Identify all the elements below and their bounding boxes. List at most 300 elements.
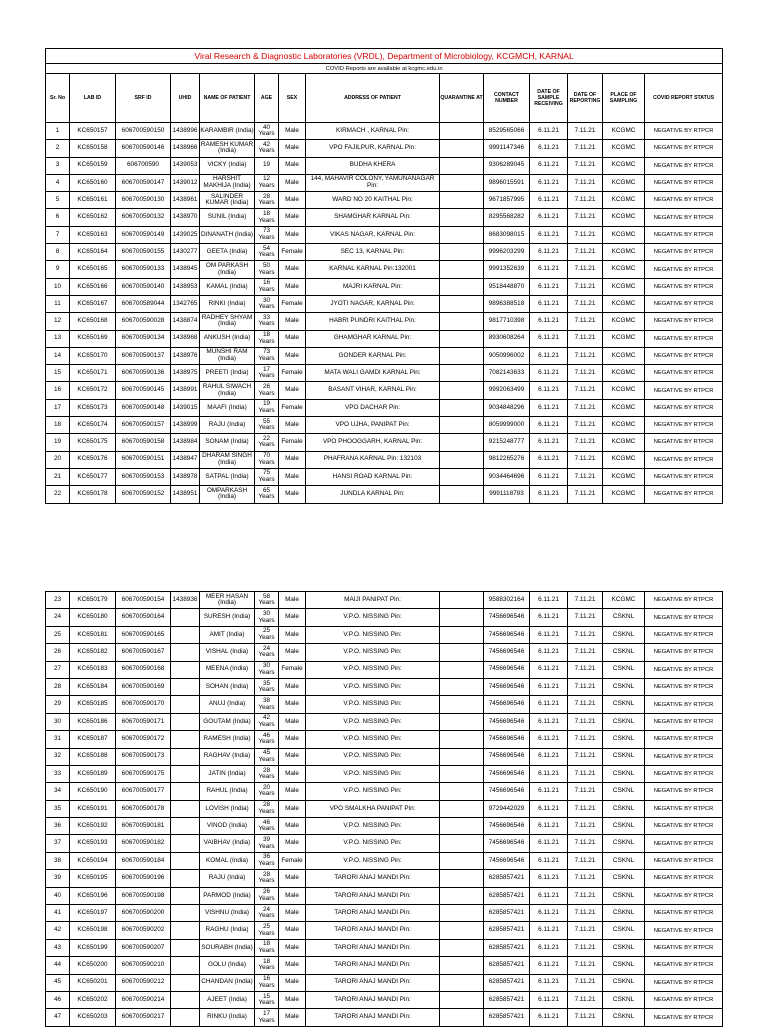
cell-address: VPO DACHAR Pin: bbox=[306, 399, 440, 416]
cell-date-reported: 7.11.21 bbox=[568, 261, 603, 278]
cell-patient-name: SURESH (India) bbox=[200, 609, 255, 626]
cell-contact: 7456696546 bbox=[484, 783, 530, 800]
cell-sex: Male bbox=[279, 313, 306, 330]
cell-lab-id: KC650199 bbox=[70, 939, 116, 956]
cell-quarantine bbox=[440, 486, 484, 503]
col-header-date-reported: DATE OF REPORTING bbox=[568, 74, 603, 123]
cell-srf-id: 606700590164 bbox=[116, 609, 171, 626]
cell-date-reported: 7.11.21 bbox=[568, 468, 603, 485]
cell-contact: 6285857421 bbox=[484, 870, 530, 887]
cell-place-sampling: KCGMC bbox=[603, 278, 645, 295]
cell-place-sampling: KCGMC bbox=[603, 347, 645, 364]
table-row bbox=[46, 609, 723, 626]
cell-lab-id: KC650203 bbox=[70, 1009, 116, 1026]
cell-srf-id: 606700590202 bbox=[116, 922, 171, 939]
cell-uhid bbox=[171, 991, 200, 1008]
cell-address: V.P.O. NISSING Pin: bbox=[306, 731, 440, 748]
cell-quarantine bbox=[440, 209, 484, 226]
cell-srf-id: 606700590137 bbox=[116, 347, 171, 364]
cell-place-sampling: KCGMC bbox=[603, 140, 645, 157]
cell-date-received: 6.11.21 bbox=[530, 783, 568, 800]
cell-sr-no: 35 bbox=[46, 800, 70, 817]
cell-srf-id: 606700590181 bbox=[116, 818, 171, 835]
cell-lab-id: KC650184 bbox=[70, 678, 116, 695]
cell-report-status: NEGATIVE BY RTPCR bbox=[645, 261, 723, 278]
cell-age: 39 Years bbox=[255, 835, 279, 852]
cell-srf-id: 606700590178 bbox=[116, 800, 171, 817]
cell-place-sampling: CSKNL bbox=[603, 957, 645, 974]
cell-age: 18 Years bbox=[255, 209, 279, 226]
cell-quarantine bbox=[440, 870, 484, 887]
cell-contact: 9671857995 bbox=[484, 192, 530, 209]
cell-address: V.P.O. NISSING Pin: bbox=[306, 713, 440, 730]
cell-date-received: 6.11.21 bbox=[530, 486, 568, 503]
cell-lab-id: KC650191 bbox=[70, 800, 116, 817]
cell-sex: Male bbox=[279, 713, 306, 730]
cell-contact: 6285857421 bbox=[484, 974, 530, 991]
cell-place-sampling: KCGMC bbox=[603, 226, 645, 243]
cell-date-received: 6.11.21 bbox=[530, 991, 568, 1008]
cell-uhid: 1438951 bbox=[171, 486, 200, 503]
cell-sex: Male bbox=[279, 765, 306, 782]
cell-patient-name: JATIN (India) bbox=[200, 765, 255, 782]
cell-uhid: 1439015 bbox=[171, 399, 200, 416]
cell-sr-no: 31 bbox=[46, 731, 70, 748]
cell-place-sampling: CSKNL bbox=[603, 661, 645, 678]
cell-place-sampling: CSKNL bbox=[603, 905, 645, 922]
cell-address: BASANT VIHAR, KARNAL Pin: bbox=[306, 382, 440, 399]
cell-report-status: NEGATIVE BY RTPCR bbox=[645, 592, 723, 609]
cell-address: TARORI ANAJ MANDI Pin: bbox=[306, 974, 440, 991]
cell-sex: Male bbox=[279, 696, 306, 713]
cell-srf-id: 606700590134 bbox=[116, 330, 171, 347]
cell-quarantine bbox=[440, 330, 484, 347]
cell-report-status: NEGATIVE BY RTPCR bbox=[645, 1009, 723, 1026]
cell-age: 16 Years bbox=[255, 278, 279, 295]
table-row bbox=[46, 157, 723, 174]
cell-sr-no: 41 bbox=[46, 905, 70, 922]
cell-contact: 9034848296 bbox=[484, 399, 530, 416]
cell-sex: Male bbox=[279, 678, 306, 695]
cell-patient-name: RAGHAV (India) bbox=[200, 748, 255, 765]
cell-srf-id: 606700590145 bbox=[116, 382, 171, 399]
cell-report-status: NEGATIVE BY RTPCR bbox=[645, 382, 723, 399]
cell-patient-name: RAHUL (India) bbox=[200, 783, 255, 800]
cell-place-sampling: KCGMC bbox=[603, 174, 645, 191]
table-row bbox=[46, 661, 723, 678]
table-row bbox=[46, 731, 723, 748]
cell-uhid: 1438961 bbox=[171, 192, 200, 209]
table-row bbox=[46, 123, 723, 140]
cell-sex: Male bbox=[279, 209, 306, 226]
cell-lab-id: KC650190 bbox=[70, 783, 116, 800]
cell-lab-id: KC650169 bbox=[70, 330, 116, 347]
cell-quarantine bbox=[440, 140, 484, 157]
cell-sr-no: 36 bbox=[46, 818, 70, 835]
cell-lab-id: KC650198 bbox=[70, 922, 116, 939]
cell-lab-id: KC650188 bbox=[70, 748, 116, 765]
cell-srf-id: 606700590210 bbox=[116, 957, 171, 974]
cell-quarantine bbox=[440, 451, 484, 468]
cell-age: 25 Years bbox=[255, 922, 279, 939]
cell-age: 28 Years bbox=[255, 765, 279, 782]
cell-uhid bbox=[171, 661, 200, 678]
cell-srf-id: 606700590028 bbox=[116, 313, 171, 330]
cell-date-reported: 7.11.21 bbox=[568, 905, 603, 922]
cell-patient-name: RADHEY SHYAM (India) bbox=[200, 313, 255, 330]
cell-contact: 9991118793 bbox=[484, 486, 530, 503]
cell-date-received: 6.11.21 bbox=[530, 678, 568, 695]
cell-lab-id: KC650163 bbox=[70, 226, 116, 243]
cell-date-received: 6.11.21 bbox=[530, 974, 568, 991]
cell-sr-no: 45 bbox=[46, 974, 70, 991]
cell-address: PHAFRANA KARNAL Pin: 132103 bbox=[306, 451, 440, 468]
cell-srf-id: 606700590207 bbox=[116, 939, 171, 956]
cell-contact: 6285857421 bbox=[484, 922, 530, 939]
cell-lab-id: KC650193 bbox=[70, 835, 116, 852]
cell-place-sampling: CSKNL bbox=[603, 748, 645, 765]
cell-report-status: NEGATIVE BY RTPCR bbox=[645, 313, 723, 330]
cell-lab-id: KC650168 bbox=[70, 313, 116, 330]
cell-contact: 8529565066 bbox=[484, 123, 530, 140]
cell-date-reported: 7.11.21 bbox=[568, 626, 603, 643]
cell-age: 30 Years bbox=[255, 661, 279, 678]
cell-address: JYOTI NAGAR, KARNAL Pin: bbox=[306, 295, 440, 312]
cell-report-status: NEGATIVE BY RTPCR bbox=[645, 870, 723, 887]
cell-patient-name: RAJU (India) bbox=[200, 870, 255, 887]
cell-sr-no: 18 bbox=[46, 417, 70, 434]
cell-srf-id: 606700590 bbox=[116, 157, 171, 174]
cell-report-status: NEGATIVE BY RTPCR bbox=[645, 957, 723, 974]
cell-uhid bbox=[171, 696, 200, 713]
cell-sr-no: 5 bbox=[46, 192, 70, 209]
cell-age: 17 Years bbox=[255, 365, 279, 382]
cell-sr-no: 27 bbox=[46, 661, 70, 678]
cell-srf-id: 606700590182 bbox=[116, 835, 171, 852]
cell-contact: 9812265276 bbox=[484, 451, 530, 468]
cell-sex: Male bbox=[279, 731, 306, 748]
cell-place-sampling: CSKNL bbox=[603, 974, 645, 991]
cell-uhid: 1439012 bbox=[171, 174, 200, 191]
table-row bbox=[46, 852, 723, 869]
cell-uhid: 1430277 bbox=[171, 244, 200, 261]
cell-sex: Male bbox=[279, 330, 306, 347]
cell-sex: Female bbox=[279, 661, 306, 678]
cell-age: 75 Years bbox=[255, 468, 279, 485]
cell-quarantine bbox=[440, 295, 484, 312]
cell-place-sampling: CSKNL bbox=[603, 731, 645, 748]
cell-place-sampling: KCGMC bbox=[603, 209, 645, 226]
cell-date-received: 6.11.21 bbox=[530, 140, 568, 157]
cell-patient-name: GEETA (India) bbox=[200, 244, 255, 261]
cell-sr-no: 30 bbox=[46, 713, 70, 730]
cell-patient-name: GOLU (India) bbox=[200, 957, 255, 974]
cell-place-sampling: KCGMC bbox=[603, 295, 645, 312]
cell-address: MAIJI PANIPAT Pin: bbox=[306, 592, 440, 609]
cell-sex: Male bbox=[279, 939, 306, 956]
cell-place-sampling: KCGMC bbox=[603, 261, 645, 278]
cell-report-status: NEGATIVE BY RTPCR bbox=[645, 347, 723, 364]
cell-date-received: 6.11.21 bbox=[530, 347, 568, 364]
cell-lab-id: KC650170 bbox=[70, 347, 116, 364]
cell-address: V.P.O. NISSING Pin: bbox=[306, 852, 440, 869]
cell-patient-name: RAGHU (India) bbox=[200, 922, 255, 939]
table-row bbox=[46, 783, 723, 800]
cell-patient-name: RAHUL SIWACH (India) bbox=[200, 382, 255, 399]
cell-date-received: 6.11.21 bbox=[530, 192, 568, 209]
cell-srf-id: 606700590152 bbox=[116, 486, 171, 503]
cell-date-reported: 7.11.21 bbox=[568, 939, 603, 956]
cell-address: VIKAS NAGAR, KARNAL Pin: bbox=[306, 226, 440, 243]
cell-date-received: 6.11.21 bbox=[530, 661, 568, 678]
cell-age: 45 Years bbox=[255, 748, 279, 765]
cell-address: MAJRI KARNAL Pin: bbox=[306, 278, 440, 295]
cell-contact: 8930608264 bbox=[484, 330, 530, 347]
cell-sr-no: 13 bbox=[46, 330, 70, 347]
cell-report-status: NEGATIVE BY RTPCR bbox=[645, 678, 723, 695]
cell-srf-id: 606700590149 bbox=[116, 226, 171, 243]
cell-date-reported: 7.11.21 bbox=[568, 451, 603, 468]
cell-age: 38 Years bbox=[255, 696, 279, 713]
cell-sex: Male bbox=[279, 592, 306, 609]
cell-srf-id: 606700590217 bbox=[116, 1009, 171, 1026]
cell-age: 20 Years bbox=[255, 783, 279, 800]
cell-place-sampling: KCGMC bbox=[603, 192, 645, 209]
cell-date-received: 6.11.21 bbox=[530, 451, 568, 468]
cell-address: GHAMGHAR KARNAL Pin: bbox=[306, 330, 440, 347]
cell-quarantine bbox=[440, 261, 484, 278]
cell-date-reported: 7.11.21 bbox=[568, 295, 603, 312]
col-header-report-status: COVID REPORT STATUS bbox=[645, 74, 723, 123]
cell-quarantine bbox=[440, 835, 484, 852]
table-row bbox=[46, 261, 723, 278]
cell-address: VPO UJHA, PANIPAT Pin: bbox=[306, 417, 440, 434]
cell-srf-id: 606700590171 bbox=[116, 713, 171, 730]
cell-place-sampling: CSKNL bbox=[603, 678, 645, 695]
cell-patient-name: DINANATH (India) bbox=[200, 226, 255, 243]
cell-contact: 7456696546 bbox=[484, 852, 530, 869]
cell-sr-no: 26 bbox=[46, 644, 70, 661]
cell-sr-no: 2 bbox=[46, 140, 70, 157]
cell-date-reported: 7.11.21 bbox=[568, 434, 603, 451]
cell-date-received: 6.11.21 bbox=[530, 261, 568, 278]
cell-date-received: 6.11.21 bbox=[530, 731, 568, 748]
cell-age: 26 Years bbox=[255, 382, 279, 399]
cell-age: 33 Years bbox=[255, 313, 279, 330]
cell-date-reported: 7.11.21 bbox=[568, 244, 603, 261]
cell-quarantine bbox=[440, 468, 484, 485]
cell-patient-name: PREETI (India) bbox=[200, 365, 255, 382]
cell-report-status: NEGATIVE BY RTPCR bbox=[645, 852, 723, 869]
cell-patient-name: OMPARKASH (India) bbox=[200, 486, 255, 503]
cell-report-status: NEGATIVE BY RTPCR bbox=[645, 800, 723, 817]
cell-date-received: 6.11.21 bbox=[530, 748, 568, 765]
cell-report-status: NEGATIVE BY RTPCR bbox=[645, 209, 723, 226]
cell-report-status: NEGATIVE BY RTPCR bbox=[645, 486, 723, 503]
cell-sr-no: 20 bbox=[46, 451, 70, 468]
cell-quarantine bbox=[440, 922, 484, 939]
cell-address: V.P.O. NISSING Pin: bbox=[306, 835, 440, 852]
cell-lab-id: KC650167 bbox=[70, 295, 116, 312]
cell-lab-id: KC650177 bbox=[70, 468, 116, 485]
cell-patient-name: VISHAL (India) bbox=[200, 644, 255, 661]
table-row bbox=[46, 818, 723, 835]
cell-sr-no: 22 bbox=[46, 486, 70, 503]
cell-lab-id: KC650161 bbox=[70, 192, 116, 209]
cell-date-received: 6.11.21 bbox=[530, 818, 568, 835]
cell-age: 54 Years bbox=[255, 244, 279, 261]
cell-address: V.P.O. NISSING Pin: bbox=[306, 765, 440, 782]
cell-contact: 9215248777 bbox=[484, 434, 530, 451]
cell-place-sampling: KCGMC bbox=[603, 365, 645, 382]
cell-quarantine bbox=[440, 157, 484, 174]
cell-address: V.P.O. NISSING Pin: bbox=[306, 748, 440, 765]
cell-age: 42 Years bbox=[255, 713, 279, 730]
cell-date-reported: 7.11.21 bbox=[568, 870, 603, 887]
cell-date-received: 6.11.21 bbox=[530, 468, 568, 485]
col-header-sr-no: Sr. No bbox=[46, 74, 70, 123]
cell-sr-no: 10 bbox=[46, 278, 70, 295]
cell-patient-name: KOMAL (India) bbox=[200, 852, 255, 869]
cell-date-reported: 7.11.21 bbox=[568, 783, 603, 800]
table-body-page-2 bbox=[46, 592, 723, 1027]
cell-date-received: 6.11.21 bbox=[530, 800, 568, 817]
cell-srf-id: 606700590196 bbox=[116, 870, 171, 887]
cell-srf-id: 606700589044 bbox=[116, 295, 171, 312]
cell-date-received: 6.11.21 bbox=[530, 905, 568, 922]
cell-address: HANSI ROAD KARNAL Pin: bbox=[306, 468, 440, 485]
table-row bbox=[46, 399, 723, 416]
cell-sex: Male bbox=[279, 123, 306, 140]
cell-address: TARORI ANAJ MANDI Pin: bbox=[306, 957, 440, 974]
cell-sex: Male bbox=[279, 626, 306, 643]
cell-lab-id: KC650157 bbox=[70, 123, 116, 140]
table-row bbox=[46, 330, 723, 347]
cell-sex: Male bbox=[279, 800, 306, 817]
cell-contact: 7456696546 bbox=[484, 644, 530, 661]
cell-contact: 7082143633 bbox=[484, 365, 530, 382]
cell-sr-no: 4 bbox=[46, 174, 70, 191]
cell-uhid bbox=[171, 626, 200, 643]
cell-report-status: NEGATIVE BY RTPCR bbox=[645, 991, 723, 1008]
cell-quarantine bbox=[440, 192, 484, 209]
cell-contact: 7456696546 bbox=[484, 748, 530, 765]
cell-sex: Male bbox=[279, 451, 306, 468]
table-row bbox=[46, 678, 723, 695]
cell-report-status: NEGATIVE BY RTPCR bbox=[645, 157, 723, 174]
cell-date-received: 6.11.21 bbox=[530, 313, 568, 330]
cell-contact: 9034464696 bbox=[484, 468, 530, 485]
report-table-page-1 bbox=[45, 48, 723, 504]
table-row bbox=[46, 905, 723, 922]
cell-sr-no: 47 bbox=[46, 1009, 70, 1026]
cell-report-status: NEGATIVE BY RTPCR bbox=[645, 434, 723, 451]
table-row bbox=[46, 644, 723, 661]
cell-report-status: NEGATIVE BY RTPCR bbox=[645, 123, 723, 140]
cell-quarantine bbox=[440, 399, 484, 416]
col-header-sex: SEX bbox=[279, 74, 306, 123]
cell-patient-name: SATPAL (India) bbox=[200, 468, 255, 485]
cell-sr-no: 28 bbox=[46, 678, 70, 695]
cell-quarantine bbox=[440, 417, 484, 434]
cell-uhid bbox=[171, 957, 200, 974]
table-row bbox=[46, 957, 723, 974]
cell-place-sampling: KCGMC bbox=[603, 157, 645, 174]
cell-quarantine bbox=[440, 818, 484, 835]
cell-date-reported: 7.11.21 bbox=[568, 330, 603, 347]
cell-quarantine bbox=[440, 696, 484, 713]
cell-place-sampling: CSKNL bbox=[603, 713, 645, 730]
cell-sex: Male bbox=[279, 957, 306, 974]
cell-patient-name: RAMESH KUMAR (India) bbox=[200, 140, 255, 157]
cell-place-sampling: CSKNL bbox=[603, 626, 645, 643]
cell-address: HABRI PUNDRI KAITHAL Pin: bbox=[306, 313, 440, 330]
cell-report-status: NEGATIVE BY RTPCR bbox=[645, 748, 723, 765]
cell-place-sampling: KCGMC bbox=[603, 451, 645, 468]
table-row bbox=[46, 800, 723, 817]
cell-date-received: 6.11.21 bbox=[530, 713, 568, 730]
cell-date-reported: 7.11.21 bbox=[568, 592, 603, 609]
cell-age: 15 Years bbox=[255, 991, 279, 1008]
cell-sex: Male bbox=[279, 174, 306, 191]
cell-quarantine bbox=[440, 905, 484, 922]
cell-contact: 7456696546 bbox=[484, 713, 530, 730]
cell-srf-id: 606700590167 bbox=[116, 644, 171, 661]
cell-place-sampling: KCGMC bbox=[603, 592, 645, 609]
cell-contact: 9817710398 bbox=[484, 313, 530, 330]
table-row bbox=[46, 365, 723, 382]
cell-date-reported: 7.11.21 bbox=[568, 818, 603, 835]
cell-contact: 7456696546 bbox=[484, 661, 530, 678]
cell-date-reported: 7.11.21 bbox=[568, 835, 603, 852]
col-header-age: AGE bbox=[255, 74, 279, 123]
cell-srf-id: 606700590173 bbox=[116, 748, 171, 765]
cell-patient-name: LOVISH (India) bbox=[200, 800, 255, 817]
cell-patient-name: SOURABH (India) bbox=[200, 939, 255, 956]
cell-age: 58 Years bbox=[255, 592, 279, 609]
cell-sr-no: 34 bbox=[46, 783, 70, 800]
cell-srf-id: 606700590170 bbox=[116, 696, 171, 713]
cell-date-reported: 7.11.21 bbox=[568, 678, 603, 695]
cell-srf-id: 606700590133 bbox=[116, 261, 171, 278]
cell-lab-id: KC650195 bbox=[70, 870, 116, 887]
cell-sex: Male bbox=[279, 922, 306, 939]
col-header-srf-id: SRF ID bbox=[116, 74, 171, 123]
cell-address: TARORI ANAJ MANDI Pin: bbox=[306, 905, 440, 922]
cell-age: 24 Years bbox=[255, 905, 279, 922]
cell-report-status: NEGATIVE BY RTPCR bbox=[645, 765, 723, 782]
cell-lab-id: KC650176 bbox=[70, 451, 116, 468]
cell-lab-id: KC650181 bbox=[70, 626, 116, 643]
cell-contact: 7456696546 bbox=[484, 765, 530, 782]
cell-report-status: NEGATIVE BY RTPCR bbox=[645, 974, 723, 991]
cell-date-received: 6.11.21 bbox=[530, 278, 568, 295]
cell-report-status: NEGATIVE BY RTPCR bbox=[645, 609, 723, 626]
cell-age: 46 Years bbox=[255, 818, 279, 835]
cell-report-status: NEGATIVE BY RTPCR bbox=[645, 713, 723, 730]
cell-date-reported: 7.11.21 bbox=[568, 644, 603, 661]
cell-quarantine bbox=[440, 278, 484, 295]
table-row bbox=[46, 974, 723, 991]
cell-contact: 7456696546 bbox=[484, 609, 530, 626]
cell-place-sampling: CSKNL bbox=[603, 765, 645, 782]
cell-sex: Female bbox=[279, 244, 306, 261]
cell-uhid bbox=[171, 905, 200, 922]
cell-address: TARORI ANAJ MANDI Pin: bbox=[306, 922, 440, 939]
cell-quarantine bbox=[440, 434, 484, 451]
cell-sex: Male bbox=[279, 870, 306, 887]
cell-date-received: 6.11.21 bbox=[530, 696, 568, 713]
